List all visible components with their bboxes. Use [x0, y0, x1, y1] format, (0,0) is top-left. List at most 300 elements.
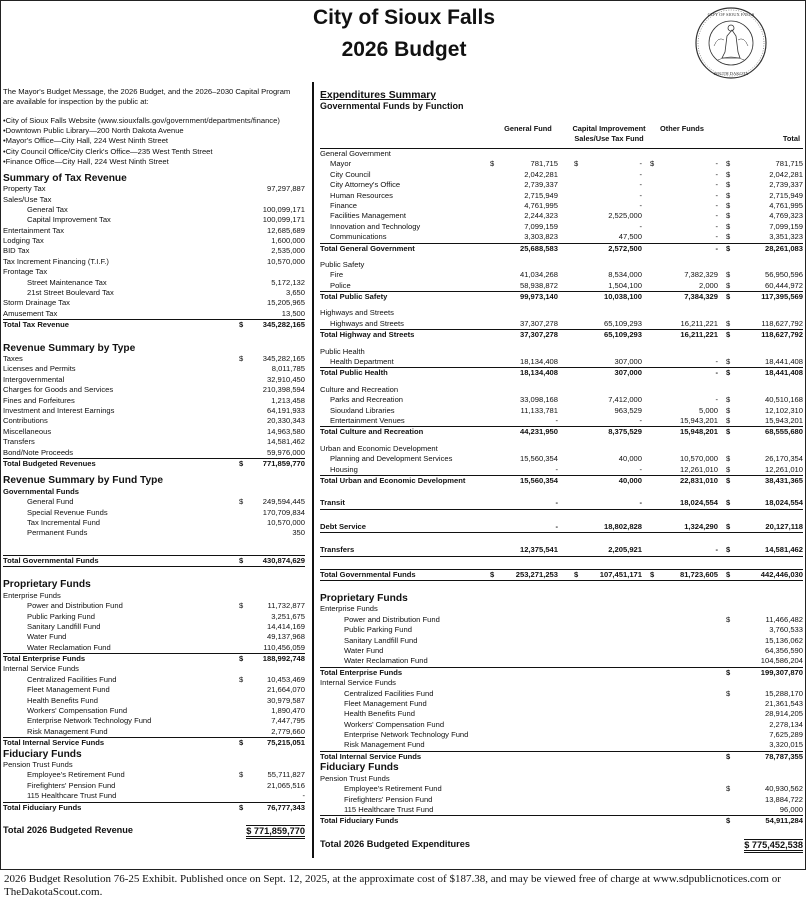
- row-value: 15,136,062: [764, 635, 803, 645]
- right-enterprise-total-row: Total Enterprise Funds $ 199,307,870: [320, 667, 803, 677]
- row-label: Health Benefits Fund: [27, 695, 98, 705]
- row-label: Debt Service: [320, 521, 367, 531]
- other-funds-value: -: [715, 221, 718, 231]
- revenue-type-row: [3, 396, 305, 406]
- capital-fund-value: -: [639, 498, 642, 508]
- tax-section-title: Summary of Tax Revenue: [3, 172, 127, 184]
- left-enterprise-row: [3, 622, 305, 632]
- row-label: Frontage Tax: [3, 267, 48, 277]
- col-other-header: Other Funds: [660, 124, 704, 133]
- expenditure-grand-total-row: [320, 569, 803, 581]
- total-value: 442,446,030: [760, 569, 803, 579]
- expenditure-row: [320, 465, 803, 475]
- revenue-type-row: [3, 448, 305, 458]
- tax-row: [3, 309, 305, 319]
- capital-fund-value: 65,109,293: [603, 318, 642, 328]
- other-funds-value: 10,570,000: [679, 454, 718, 464]
- row-dollar: $: [239, 770, 244, 780]
- tax-row: [3, 298, 305, 308]
- general-fund-value: -: [555, 464, 558, 474]
- total-value: 40,510,168: [764, 395, 803, 405]
- row-label: Water Fund: [344, 645, 384, 655]
- row-value: 14,414,169: [266, 621, 305, 631]
- row-label: Total Public Safety: [320, 292, 388, 302]
- expenditure-group-total-row: [320, 367, 803, 378]
- row-label: Human Resources: [330, 190, 393, 200]
- row-value: 11,732,877: [267, 601, 305, 611]
- col-dollar: $: [726, 464, 731, 474]
- right-enterprise-row: [320, 656, 803, 666]
- revenue-type-row: [3, 385, 305, 395]
- capital-fund-value: -: [639, 200, 642, 210]
- right-enterprise-row: [320, 625, 803, 635]
- right-enterprise-row: [320, 646, 803, 656]
- row-value: 8,011,785: [271, 364, 305, 374]
- row-label: Parks and Recreation: [330, 395, 404, 405]
- right-internal-row: [320, 689, 803, 699]
- general-fund-value: 41,034,268: [519, 270, 558, 280]
- row-value: 1,600,000: [271, 236, 305, 246]
- row-dollar: $: [726, 784, 731, 794]
- tax-row: [3, 278, 305, 288]
- right-internal-row: [320, 740, 803, 750]
- other-funds-value: -: [715, 395, 718, 405]
- row-label: Public Parking Fund: [27, 611, 95, 621]
- left-proprietary-title: Proprietary Funds: [3, 579, 91, 591]
- single-spacer: [320, 486, 803, 498]
- row-value: 30,979,587: [266, 695, 305, 705]
- col-dollar: $: [726, 221, 731, 231]
- col-dollar: $: [726, 180, 731, 190]
- row-label: Sanitary Landfill Fund: [344, 635, 418, 645]
- col-dollar: $: [726, 318, 731, 328]
- right-fiduciary-row: [320, 784, 803, 794]
- capital-fund-value: -: [639, 415, 642, 425]
- total-value: 28,261,083: [764, 243, 803, 253]
- other-funds-value: 7,382,329: [684, 270, 718, 280]
- revenue-type-row: [3, 364, 305, 374]
- expenditure-group-heading: Highways and Streets: [320, 308, 394, 318]
- other-funds-value: -: [715, 190, 718, 200]
- left-internal-row: [3, 696, 305, 706]
- general-fund-value: 15,560,354: [519, 454, 558, 464]
- revenue-type-row: [3, 354, 305, 364]
- total-value: 60,444,972: [764, 280, 803, 290]
- row-label: Entertainment Tax: [3, 225, 65, 235]
- row-label: Intergovernmental: [3, 374, 65, 384]
- row-label: Total Governmental Funds: [320, 569, 416, 579]
- row-label: Transfers: [3, 437, 35, 447]
- left-grand-total-row: Total 2026 Budgeted Revenue $ 771,859,770: [3, 825, 305, 839]
- row-label: Water Reclamation Fund: [27, 642, 111, 652]
- expenditure-row: [320, 454, 803, 464]
- row-label: Highways and Streets: [330, 318, 404, 328]
- right-enterprise-table: [320, 615, 803, 667]
- row-value: 14,581,462: [266, 437, 305, 447]
- row-value: 15,205,965: [266, 298, 305, 308]
- general-fund-value: 44,231,950: [519, 427, 558, 437]
- row-label: Entertainment Venues: [330, 415, 405, 425]
- right-internal-total-row: Total Internal Service Funds $ 78,787,355: [320, 751, 803, 761]
- col-dollar: $: [726, 190, 731, 200]
- row-value: 10,453,469: [266, 674, 305, 684]
- revenue-type-row: [3, 416, 305, 426]
- row-label: Lodging Tax: [3, 236, 44, 246]
- city-title: City of Sioux Falls: [312, 6, 496, 29]
- col-dollar: $: [650, 159, 655, 169]
- col-dollar: $: [574, 159, 579, 169]
- general-fund-value: 25,688,583: [519, 243, 558, 253]
- other-funds-value: 16,211,221: [680, 318, 718, 328]
- row-label: Risk Management Fund: [344, 740, 425, 750]
- expenditure-row: [320, 357, 803, 367]
- row-label: Firefighters' Pension Fund: [344, 794, 433, 804]
- capital-fund-value: -: [639, 169, 642, 179]
- row-value: 96,000: [779, 804, 803, 814]
- row-value: -: [302, 791, 305, 801]
- expenditure-group-total-row: [320, 426, 803, 437]
- row-label: Capital Improvement Tax: [27, 215, 111, 225]
- right-proprietary-title: Proprietary Funds: [320, 592, 408, 604]
- other-funds-value: -: [715, 368, 718, 378]
- intro-location-item: •Downtown Public Library—200 North Dakota Avenue: [3, 126, 184, 135]
- row-label: Communications: [330, 232, 387, 242]
- expenditures-subtitle: Governmental Funds by Function: [320, 101, 464, 111]
- right-grand-total-row: Total 2026 Budgeted Expenditures $ 775,452,538: [320, 839, 803, 853]
- row-label: Fines and Forfeitures: [3, 395, 75, 405]
- left-internal-row: [3, 706, 305, 716]
- row-dollar: $: [239, 601, 244, 611]
- col-dollar: $: [726, 330, 731, 340]
- expenditure-row: [320, 211, 803, 221]
- total-value: 14,581,462: [764, 545, 803, 555]
- left-internal-table: [3, 675, 305, 737]
- total-value: 15,943,201: [764, 415, 803, 425]
- capital-fund-value: 1,504,100: [608, 280, 642, 290]
- col-dollar: $: [490, 569, 495, 579]
- left-fiduciary-title: Fiduciary Funds: [3, 748, 82, 760]
- row-value: 2,535,000: [271, 246, 305, 256]
- row-dollar: $: [726, 614, 731, 624]
- row-value: 3,320,015: [769, 740, 803, 750]
- right-internal-row: [320, 730, 803, 740]
- general-fund-value: -: [555, 415, 558, 425]
- total-value: 18,441,408: [764, 357, 803, 367]
- other-funds-value: 15,948,201: [679, 427, 718, 437]
- row-label: Fleet Management Fund: [344, 698, 427, 708]
- expenditure-row: [320, 281, 803, 291]
- col-dollar: $: [726, 243, 731, 253]
- left-pension-label: Pension Trust Funds: [3, 760, 73, 770]
- left-column: [3, 87, 305, 839]
- right-fiduciary-row: [320, 805, 803, 815]
- total-value: 18,441,408: [764, 368, 803, 378]
- row-value: 7,625,289: [769, 730, 803, 740]
- right-column: [320, 90, 803, 853]
- left-internal-total-row: Total Internal Service Funds $ 75,215,051: [3, 738, 305, 748]
- capital-fund-value: 2,205,921: [608, 545, 642, 555]
- left-enterprise-label: Enterprise Funds: [3, 590, 61, 600]
- other-funds-value: -: [715, 232, 718, 242]
- left-internal-row: [3, 716, 305, 726]
- row-label: Workers' Compensation Fund: [27, 706, 128, 716]
- expenditure-row: [320, 159, 803, 169]
- capital-fund-value: 307,000: [614, 357, 642, 367]
- other-funds-value: -: [715, 243, 718, 253]
- tax-row: [3, 195, 305, 205]
- col-dollar: $: [726, 270, 731, 280]
- left-internal-row: [3, 727, 305, 737]
- row-label: Fire: [330, 270, 344, 280]
- expenditure-row: [320, 406, 803, 416]
- city-seal-icon: [694, 6, 768, 80]
- expenditure-row: [320, 395, 803, 405]
- capital-fund-value: 2,525,000: [608, 211, 642, 221]
- row-label: Fleet Management Fund: [27, 685, 110, 695]
- row-value: 28,914,205: [764, 709, 803, 719]
- col-dollar: $: [574, 569, 579, 579]
- total-value: 18,024,554: [764, 498, 803, 508]
- row-label: 115 Healthcare Trust Fund: [27, 791, 117, 801]
- expenditure-group-heading: Public Safety: [320, 259, 365, 269]
- other-funds-value: 7,384,329: [684, 292, 718, 302]
- row-value: 32,910,450: [266, 374, 305, 384]
- col-total-header: Total: [782, 134, 800, 143]
- row-label: Transfers: [320, 545, 355, 555]
- row-label: Planning and Development Services: [330, 454, 453, 464]
- row-label: Centralized Facilities Fund: [344, 688, 434, 698]
- svg-text:CITY OF SIOUX FALLS: CITY OF SIOUX FALLS: [707, 12, 755, 17]
- general-fund-value: 2,042,281: [524, 169, 558, 179]
- capital-fund-value: 40,000: [618, 454, 642, 464]
- capital-fund-value: 8,534,000: [608, 270, 642, 280]
- row-label: 21st Street Boulevard Tax: [27, 288, 114, 298]
- row-label: Charges for Goods and Services: [3, 385, 114, 395]
- revenue-fund-row: [3, 518, 305, 528]
- row-label: Housing: [330, 464, 358, 474]
- row-value: 10,570,000: [266, 518, 305, 528]
- budget-title: 2026 Budget: [341, 38, 467, 61]
- other-funds-value: -: [715, 169, 718, 179]
- total-value: 118,627,792: [761, 318, 803, 328]
- general-fund-value: 18,134,408: [519, 357, 558, 367]
- general-fund-value: 2,715,949: [524, 190, 558, 200]
- right-internal-table: [320, 689, 803, 751]
- total-value: 3,351,323: [769, 232, 803, 242]
- col-dollar: $: [650, 569, 655, 579]
- other-funds-value: -: [715, 211, 718, 221]
- row-dollar: $: [239, 497, 244, 507]
- capital-fund-value: 40,000: [618, 475, 642, 485]
- total-value: 12,261,010: [764, 464, 803, 474]
- total-value: 2,042,281: [769, 169, 803, 179]
- row-value: 14,963,580: [266, 426, 305, 436]
- total-value: 12,102,310: [764, 405, 803, 415]
- left-fiduciary-table: [3, 770, 305, 801]
- right-internal-label: Internal Service Funds: [320, 678, 396, 688]
- tax-row: [3, 226, 305, 236]
- other-funds-value: 12,261,010: [679, 464, 718, 474]
- general-fund-value: 18,134,408: [519, 368, 558, 378]
- expenditure-group-heading: Public Health: [320, 346, 365, 356]
- row-value: 20,330,343: [266, 416, 305, 426]
- other-funds-value: -: [715, 357, 718, 367]
- row-label: Bond/Note Proceeds: [3, 447, 74, 457]
- revenue-type-table: [3, 354, 305, 458]
- expenditures-table: [320, 148, 803, 581]
- col-dollar: $: [726, 569, 731, 579]
- other-funds-value: 15,943,201: [679, 415, 718, 425]
- tax-row: [3, 215, 305, 225]
- revenue-type-row: [3, 437, 305, 447]
- row-value: 13,884,722: [764, 794, 803, 804]
- row-label: Health Department: [330, 357, 394, 367]
- general-fund-value: 37,307,278: [519, 330, 558, 340]
- revenue-fund-row: [3, 497, 305, 507]
- revenue-fund-title: Revenue Summary by Fund Type: [3, 475, 164, 487]
- col-dollar: $: [726, 292, 731, 302]
- expenditure-row: [320, 319, 803, 329]
- expenditure-single-row: [320, 522, 803, 533]
- total-value: 56,950,596: [764, 270, 803, 280]
- general-fund-value: 58,938,872: [519, 280, 558, 290]
- row-value: 59,976,000: [266, 447, 305, 457]
- capital-fund-value: -: [639, 180, 642, 190]
- row-label: Special Revenue Funds: [27, 507, 108, 517]
- row-label: Public Parking Fund: [344, 625, 412, 635]
- row-label: Sales/Use Tax: [3, 194, 52, 204]
- row-value: 100,099,171: [262, 204, 305, 214]
- row-value: 64,191,933: [266, 406, 305, 416]
- row-label: Transit: [320, 498, 345, 508]
- tax-row: [3, 246, 305, 256]
- col-dollar: $: [726, 545, 731, 555]
- general-fund-value: 15,560,354: [519, 475, 558, 485]
- expenditures-title: Expenditures Summary: [320, 90, 437, 101]
- left-enterprise-row: [3, 643, 305, 653]
- general-fund-value: 99,973,140: [519, 292, 558, 302]
- row-value: 12,685,689: [266, 225, 305, 235]
- row-label: Total Public Health: [320, 368, 388, 378]
- svg-text:SOUTH DAKOTA: SOUTH DAKOTA: [713, 71, 749, 76]
- row-value: 100,099,171: [262, 215, 305, 225]
- row-label: Total General Government: [320, 243, 415, 253]
- row-label: Property Tax: [3, 184, 46, 194]
- total-value: 4,769,323: [769, 211, 803, 221]
- row-label: Health Benefits Fund: [344, 709, 415, 719]
- col-capital-header: Capital Improvement Sales/Use Tax Fund: [572, 124, 646, 143]
- row-label: 115 Healthcare Trust Fund: [344, 804, 434, 814]
- general-fund-value: -: [555, 498, 558, 508]
- row-value: 97,297,887: [266, 184, 305, 194]
- general-fund-value: 3,303,823: [524, 232, 558, 242]
- left-fiduciary-row: [3, 791, 305, 801]
- row-label: Investment and Interest Earnings: [3, 406, 115, 416]
- row-label: Amusement Tax: [3, 308, 58, 318]
- row-label: Mayor: [330, 159, 352, 169]
- right-pension-label: Pension Trust Funds: [320, 773, 390, 783]
- row-label: Sanitary Landfill Fund: [27, 621, 101, 631]
- row-value: 110,456,059: [263, 642, 305, 652]
- general-fund-value: -: [555, 521, 558, 531]
- expenditure-group-heading: Urban and Economic Development: [320, 443, 438, 453]
- row-value: 3,760,533: [769, 625, 803, 635]
- capital-fund-value: -: [639, 221, 642, 231]
- tax-row: [3, 184, 305, 194]
- tax-total-row: Total Tax Revenue $ 345,282,165: [3, 320, 305, 330]
- row-value: 15,288,170: [764, 688, 803, 698]
- expenditure-row: [320, 180, 803, 190]
- revenue-fund-subtitle: Governmental Funds: [3, 486, 79, 496]
- row-value: 170,709,834: [262, 507, 305, 517]
- col-dollar: $: [726, 405, 731, 415]
- row-value: 249,594,445: [262, 497, 305, 507]
- general-fund-value: 253,271,253: [515, 569, 558, 579]
- total-value: 20,127,118: [765, 521, 803, 531]
- expenditure-row: [320, 201, 803, 211]
- expenditure-row: [320, 170, 803, 180]
- row-label: Miscellaneous: [3, 426, 52, 436]
- row-dollar: $: [726, 688, 731, 698]
- col-dollar: $: [726, 475, 731, 485]
- general-fund-value: 2,739,337: [524, 180, 558, 190]
- total-value: 118,627,792: [761, 330, 803, 340]
- other-funds-value: -: [715, 200, 718, 210]
- other-funds-value: 16,211,221: [680, 330, 718, 340]
- col-dollar: $: [726, 427, 731, 437]
- row-label: Centralized Facilities Fund: [27, 674, 117, 684]
- capital-fund-value: 65,109,293: [603, 330, 642, 340]
- total-value: 7,099,159: [769, 221, 803, 231]
- expenditure-group-total-row: [320, 243, 803, 254]
- right-internal-row: [320, 720, 803, 730]
- revenue-fund-row: [3, 508, 305, 518]
- other-funds-value: -: [715, 545, 718, 555]
- expenditure-row: [320, 270, 803, 280]
- intro-location-item: •Finance Office—City Hall, 224 West Ninth Street: [3, 157, 169, 167]
- revenue-fund-table: [3, 497, 305, 539]
- row-value: 21,664,070: [266, 685, 305, 695]
- row-value: 1,890,470: [271, 706, 305, 716]
- expenditure-row: [320, 191, 803, 201]
- general-fund-value: 37,307,278: [519, 318, 558, 328]
- left-enterprise-total-row: Total Enterprise Funds $ 188,992,748: [3, 654, 305, 664]
- left-enterprise-table: [3, 601, 305, 653]
- other-funds-value: 2,000: [698, 280, 718, 290]
- row-value: 7,447,795: [271, 716, 305, 726]
- capital-fund-value: 963,529: [614, 405, 642, 415]
- row-label: Employee's Retirement Fund: [27, 770, 125, 780]
- row-value: 2,278,134: [769, 719, 803, 729]
- row-label: Permanent Funds: [27, 528, 88, 538]
- capital-fund-value: -: [639, 159, 642, 169]
- single-spacer: [320, 533, 803, 545]
- total-value: 781,715: [775, 159, 803, 169]
- row-label: Storm Drainage Tax: [3, 298, 70, 308]
- tax-row: [3, 267, 305, 277]
- other-funds-value: -: [715, 180, 718, 190]
- row-value: 64,356,590: [764, 645, 803, 655]
- right-enterprise-row: [320, 615, 803, 625]
- col-dollar: $: [726, 280, 731, 290]
- col-dollar: $: [490, 159, 495, 169]
- col-dollar: $: [726, 200, 731, 210]
- revenue-type-title: Revenue Summary by Type: [3, 342, 136, 354]
- capital-fund-value: 8,375,529: [608, 427, 642, 437]
- expenditure-group-total-row: [320, 475, 803, 486]
- grand-spacer: [320, 557, 803, 569]
- row-label: Enterprise Network Technology Fund: [27, 716, 152, 726]
